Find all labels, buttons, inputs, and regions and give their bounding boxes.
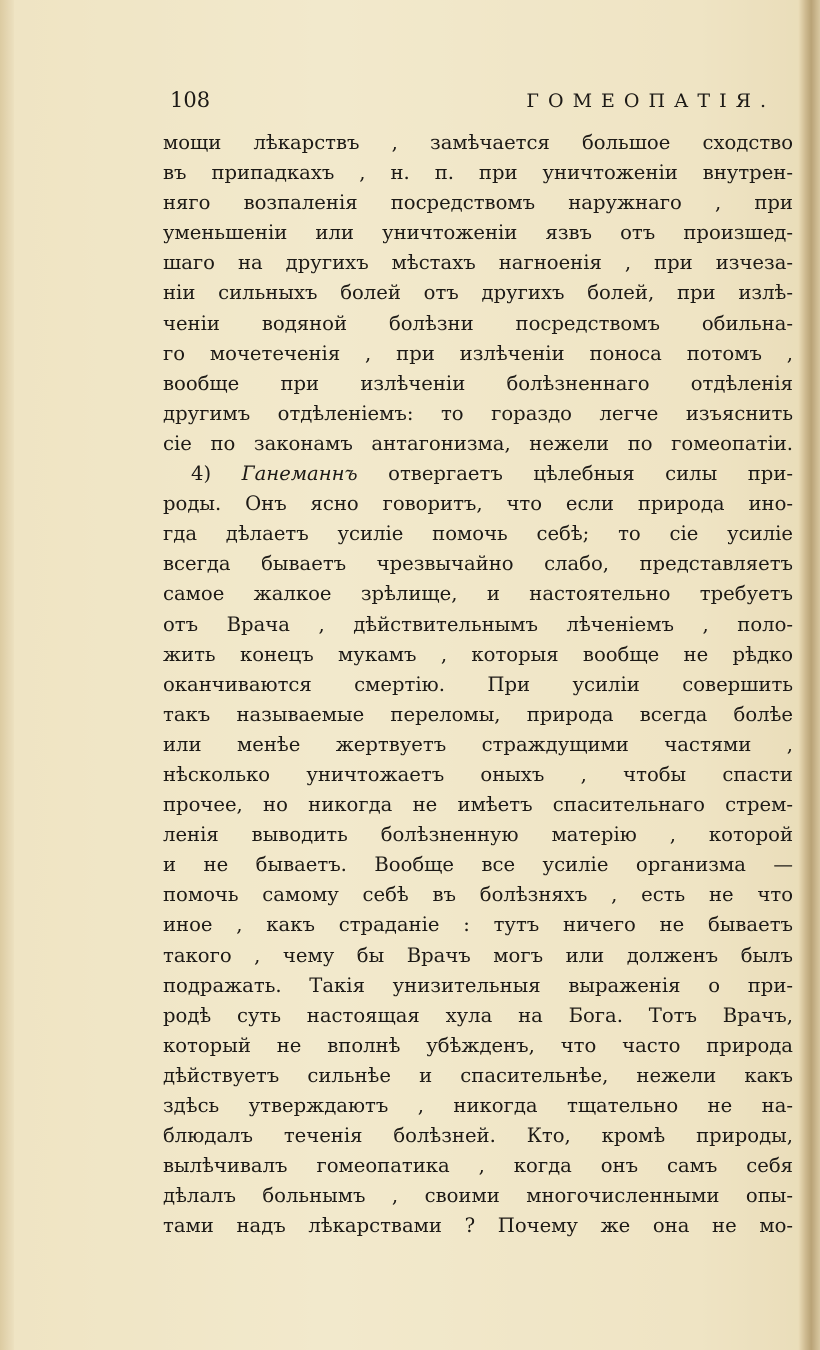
paragraph-marker: 4) xyxy=(191,462,212,486)
text-line: всегда бываетъ чрезвычайно слабо, представляетъ xyxy=(163,552,793,576)
text-line-rest: отвергаетъ цѣлебныя силы при- xyxy=(388,462,793,486)
page-header xyxy=(163,88,793,128)
text-line: вообще при излѣченіи болѣзненнаго отдѣленія xyxy=(163,371,793,395)
text-line: шаго на другихъ мѣстахъ нагноенія , при изчеза- xyxy=(163,251,793,275)
text-line: гда дѣлаетъ усиліе помочь себѣ; то сіе усиліе xyxy=(163,522,793,546)
page-number: 108 xyxy=(170,88,211,112)
text-line: ленія выводить болѣзненную матерію , которой xyxy=(163,823,793,847)
text-line: нѣсколько уничтожаетъ оныхъ , чтобы спасти xyxy=(163,762,793,786)
text-line: отъ Врача , дѣйствительнымъ лѣченіемъ , поло- xyxy=(163,612,793,636)
page-left-edge xyxy=(0,0,14,1350)
text-line: такъ называемые переломы, природа всегда болѣе xyxy=(163,702,793,726)
text-line: въ припадкахъ , н. п. при уничтоженіи внутрен- xyxy=(163,161,793,185)
author-name: Ганеманнъ xyxy=(241,462,358,486)
text-line: такого , чему бы Врачъ могъ или долженъ былъ xyxy=(163,943,793,967)
text-line: уменьшеніи или уничтоженіи язвъ отъ произшед- xyxy=(163,221,793,245)
text-line: дѣйствуетъ сильнѣе и спасительнѣе, нежели какъ xyxy=(163,1063,793,1087)
text-line: ченіи водяной болѣзни посредствомъ обильна- xyxy=(163,311,793,335)
text-line: мощи лѣкарствъ , замѣчается большое сходство xyxy=(163,131,793,154)
text-line: вылѣчивалъ гомеопатика , когда онъ самъ себя xyxy=(163,1154,793,1178)
text-line: дѣлалъ больнымъ , своими многочисленными опы- xyxy=(163,1184,793,1208)
text-line: блюдалъ теченія болѣзней. Кто, кромѣ природы, xyxy=(163,1124,793,1148)
page-right-edge xyxy=(798,0,820,1350)
text-line: здѣсь утверждаютъ , никогда тщательно не на- xyxy=(163,1094,793,1117)
text-line: помочь самому себѣ въ болѣзняхъ , есть не что xyxy=(163,883,793,907)
text-line: и не бываетъ. Вообще все усиліе организма — xyxy=(163,853,793,877)
text-line: оканчиваются смертію. При усиліи совершить xyxy=(163,672,793,696)
text-line: прочее, но никогда не имѣетъ спасительнаго стрем- xyxy=(163,793,793,817)
text-line: сіе по законамъ антагонизма, нежели по гомеопатіи. xyxy=(163,431,793,455)
text-line: который не вполнѣ убѣжденъ, что часто природа xyxy=(163,1033,793,1057)
text-line: ніи сильныхъ болей отъ другихъ болей, при излѣ- xyxy=(163,281,793,305)
text-line: или менѣе жертвуетъ страждущими частями , xyxy=(163,732,793,756)
text-line: тами надъ лѣкарствами ? Почему же она не мо- xyxy=(163,1214,793,1238)
text-line: роды. Онъ ясно говоритъ, что если природа ино- xyxy=(163,492,793,516)
text-line: другимъ отдѣленіемъ: то гораздо легче изъяснить xyxy=(163,401,793,425)
text-line: самое жалкое зрѣлище, и настоятельно требуетъ xyxy=(163,582,793,606)
text-line: жить конецъ мукамъ , которыя вообще не рѣдко xyxy=(163,642,793,666)
text-line: родѣ суть настоящая хула на Бога. Тотъ Врачъ, xyxy=(163,1003,793,1027)
running-title: ГОМЕОПАТІЯ. xyxy=(526,90,775,112)
paragraph-start-line xyxy=(163,459,793,489)
text-block xyxy=(163,88,793,1241)
text-line: подражать. Такія унизительныя выраженія о при- xyxy=(163,973,793,997)
text-line: иное , какъ страданіе : тутъ ничего не бываетъ xyxy=(163,913,793,937)
text-line: го мочетеченія , при излѣченіи поноса потомъ , xyxy=(163,341,793,365)
text-line: няго возпаленія посредствомъ наружнаго , при xyxy=(163,191,793,215)
